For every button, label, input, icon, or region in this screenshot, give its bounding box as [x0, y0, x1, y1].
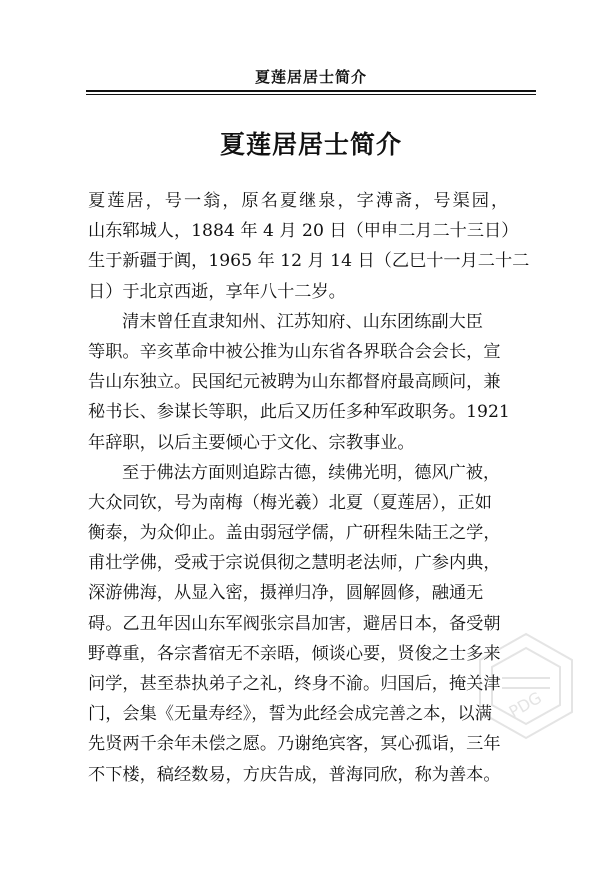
text-line: 问学，甚至恭执弟子之礼，终身不渝。归国后，掩关津: [88, 674, 501, 694]
text-line: 告山东独立。民国纪元被聘为山东都督府最高顾问，兼: [88, 372, 501, 393]
text-line: 门，会集《无量寿经》，誓为此经会成完善之本，以满: [88, 704, 492, 725]
text-line: 生于新疆于阗，1965 年 12 月 14 日（乙巳十一月二十二: [88, 251, 530, 272]
text-line: 深游佛海，从显入密，摄禅归净，圆解圆修，融通无: [88, 583, 484, 604]
text-line: 大众同钦，号为南梅（梅光羲）北夏（夏莲居），正如: [88, 492, 492, 513]
text-line: 至于佛法方面则追踪古德，续佛光明，德风广被，: [122, 462, 501, 483]
paragraph-2: [88, 307, 542, 458]
digital-library-stamp-icon: [466, 626, 586, 746]
text-line: 野尊重，各宗耆宿无不亲晤，倾谈心要，贤俊之士多来: [88, 643, 501, 664]
text-line: 夏莲居，号一翁，原名夏继泉，字溥斋，号渠园，: [88, 191, 511, 211]
text-line: 秘书长、参谋长等职，此后又历任多种军政职务。1921: [88, 402, 510, 423]
text-line: 清末曾任直隶知州、江苏知府、山东团练副大臣: [122, 311, 483, 332]
watermark-text: PDG: [505, 687, 545, 722]
text-line: 山东郓城人，1884 年 4 月 20 日（甲申二月二十三日）: [88, 221, 519, 242]
text-line: 日）于北京西逝，享年八十二岁。: [88, 281, 346, 302]
running-header: 夏莲居居士简介: [254, 68, 367, 86]
header-rule-thin: [86, 94, 536, 95]
header-rule-thick: [86, 90, 536, 92]
page-title: 夏莲居居士简介: [219, 130, 402, 159]
text-line: 不下楼，稿经数易，方庆告成，普海同欣，称为善本。: [88, 764, 501, 785]
text-line: 等职。辛亥革命中被公推为山东省各界联合会会长，宣: [88, 341, 501, 362]
text-line: 碍。乙丑年因山东军阀张宗昌加害，避居日本，备受朝: [88, 613, 501, 634]
text-line: 先贤两千余年未偿之愿。乃谢绝宾客，冥心孤诣，三年: [88, 734, 501, 755]
text-line: 年辞职，以后主要倾心于文化、宗教事业。: [88, 432, 415, 453]
text-line: 衡泰，为众仰止。盖由弱冠学儒，广研程朱陆王之学，: [88, 523, 501, 544]
paragraph-1: [88, 186, 542, 307]
text-line: 甫壮学佛，受戒于宗说俱彻之慧明老法师，广参内典，: [88, 553, 501, 574]
